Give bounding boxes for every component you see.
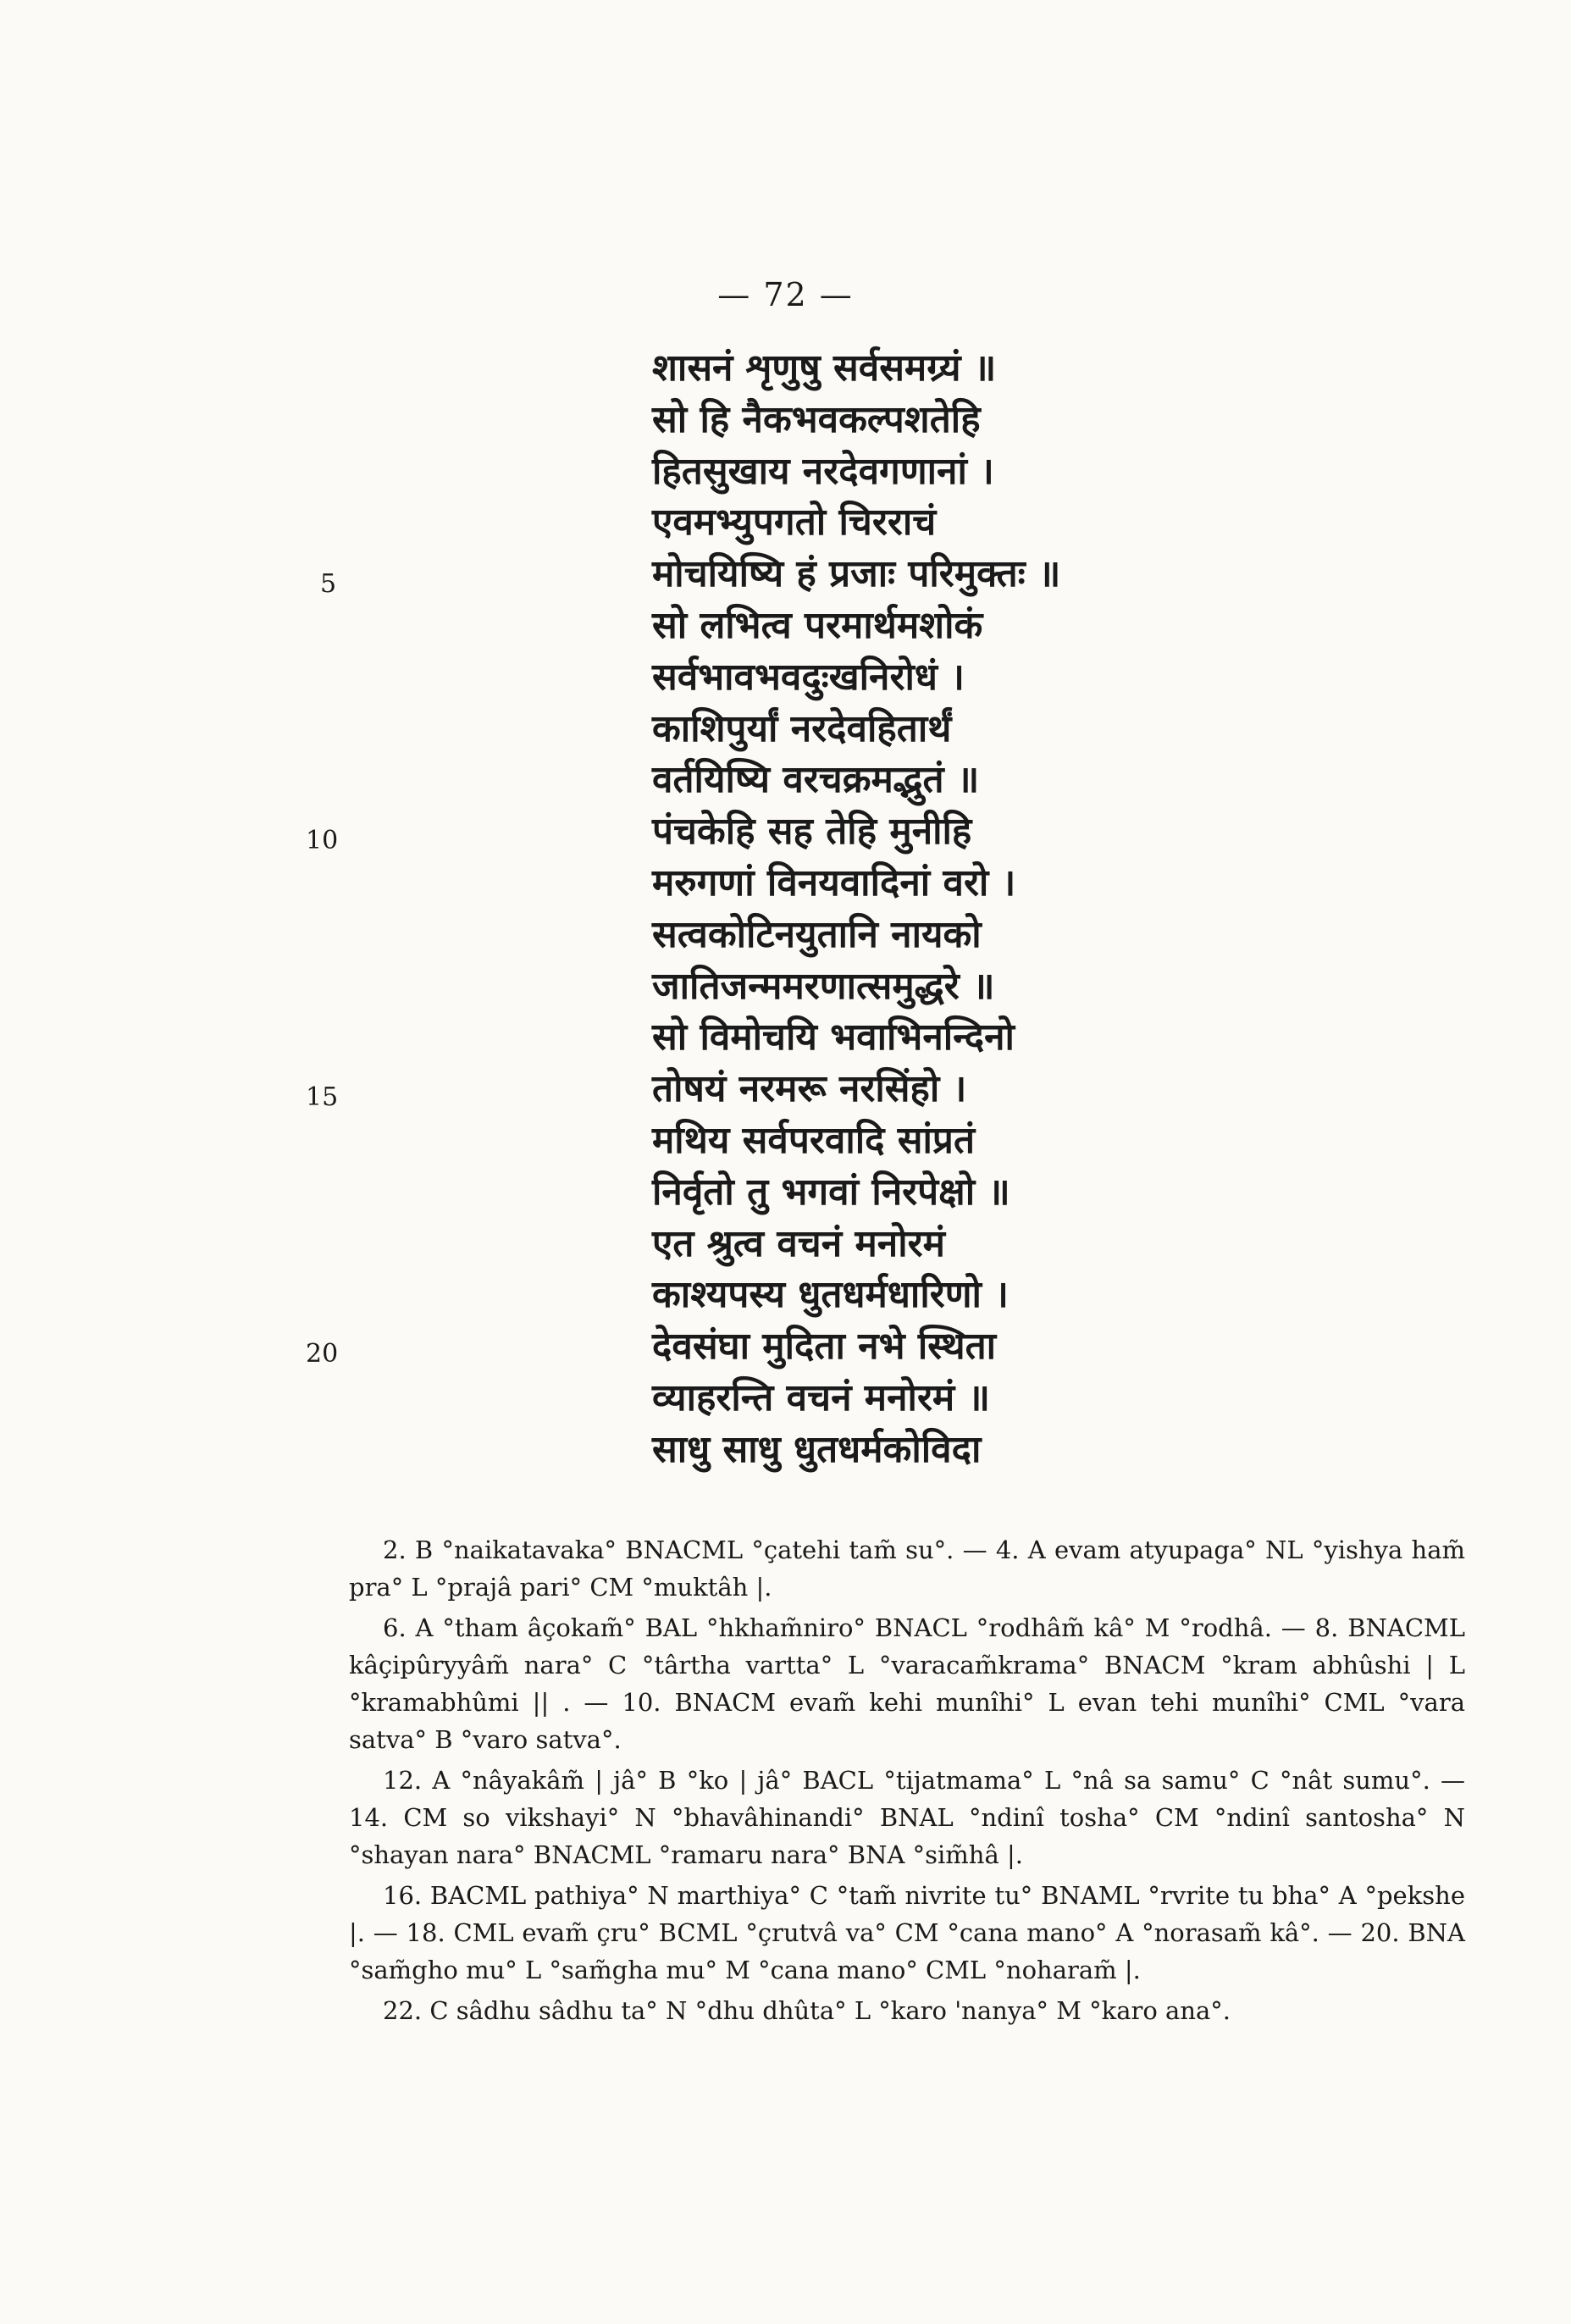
page-number: — 72 — bbox=[717, 276, 854, 313]
verse-line: एवमभ्युपगतो चिरराचं bbox=[652, 501, 937, 545]
verse-line: वर्तयिष्यि वरचक्रमद्भुतं ॥ bbox=[652, 758, 980, 802]
note-paragraph: 22. C sâdhu sâdhu ta° N °dhu dhûta° L °karo 'nanya° M °karo ana°. bbox=[383, 1996, 1231, 2025]
verse-line: मोचयिष्यि हं प्रजाः परिमुक्तः ॥ bbox=[652, 552, 1061, 596]
note-paragraph: 2. B °naikatavaka° BNACML °çatehi tam̃ su°. — 4. A evam atyupaga° NL °yishya ham̃ pra° L °prajâ pari° CM °muktâh |. bbox=[349, 1536, 1465, 1602]
verse-line: सो हि नैकभवकल्पशतेहि bbox=[652, 397, 981, 441]
line-number-10: 10 bbox=[306, 826, 339, 855]
note-paragraph: 16. BACML pathiya° N marthiya° C °tam̃ nivrite tu° BNAML °rvrite tu bha° A °pekshe |. — 18. CML evam̃ çru° BCML °çrutvâ va° CM °cana mano° A °norasam̃ kâ°. — 20. BNA °sam̃gho mu° L °sam̃gha mu° M °cana mano° CML °noharam̃ |. bbox=[349, 1881, 1465, 1984]
verse-line: काशिपुर्यां नरदेवहितार्थं bbox=[652, 706, 952, 750]
verse-line: निर्वृतो तु भगवां निरपेक्षो ॥ bbox=[652, 1170, 1010, 1214]
critical-apparatus bbox=[349, 1531, 1465, 2033]
verse-line: सर्वभावभवदुःखनिरोधं । bbox=[652, 655, 965, 699]
note-paragraph: 6. A °tham âçokam̃° BAL °hkham̃niro° BNACL °rodhâm̃ kâ° M °rodhâ. — 8. BNACML kâçipûryyâm̃ nara° C °târtha vartta° L °varacam̃krama° BNACM °kram abhûshi | L °kramabhûmi || . — 10. BNACM evam̃ kehi munîhi° L evan tehi munîhi° CML °vara satva° B °varo satva°. bbox=[349, 1613, 1465, 1754]
verse-block bbox=[652, 343, 1245, 1476]
verse-line: मथिय सर्वपरवादि सांप्रतं bbox=[652, 1118, 976, 1162]
verse-line: साधु साधु धुतधर्मकोविदा bbox=[652, 1427, 982, 1471]
verse-line: पंचकेहि सह तेहि मुनीहि bbox=[652, 810, 972, 854]
verse-line: सत्वकोटिनयुतानि नायको bbox=[652, 912, 982, 956]
verse-line: काश्यपस्य धुतधर्मधारिणो । bbox=[652, 1273, 1009, 1317]
verse-line: सो विमोचयि भवाभिनन्दिनो bbox=[652, 1015, 1015, 1060]
verse-line: मरुगणां विनयवादिनां वरो । bbox=[652, 860, 1016, 905]
verse-line: व्याहरन्ति वचनं मनोरमं ॥ bbox=[652, 1375, 990, 1419]
verse-line: शासनं शृणुषु सर्वसमग्र्यं ॥ bbox=[652, 346, 997, 390]
verse-line: देवसंघा मुदिता नभे स्थिता bbox=[652, 1325, 997, 1369]
verse-line: हितसुखाय नरदेवगणानां । bbox=[652, 449, 994, 493]
verse-line: सो लभित्व परमार्थमशोकं bbox=[652, 603, 983, 647]
line-number-15: 15 bbox=[306, 1082, 339, 1112]
note-paragraph: 12. A °nâyakâm̃ | jâ° B °ko | jâ° BACL °tijatmama° L °nâ sa samu° C °nât sumu°. — 14. CM so vikshayi° N °bhavâhinandi° BNAL °ndinî tosha° CM °ndinî santosha° N °shayan nara° BNACML °ramaru nara° BNA °sim̃hâ |. bbox=[349, 1766, 1465, 1869]
verse-line: एत श्रुत्व वचनं मनोरमं bbox=[652, 1221, 945, 1265]
verse-line: जातिजन्ममरणात्समुद्धरे ॥ bbox=[652, 964, 995, 1008]
line-number-5: 5 bbox=[320, 569, 337, 599]
line-number-20: 20 bbox=[306, 1339, 339, 1369]
verse-line: तोषयं नरमरू नरसिंहो । bbox=[652, 1067, 967, 1111]
